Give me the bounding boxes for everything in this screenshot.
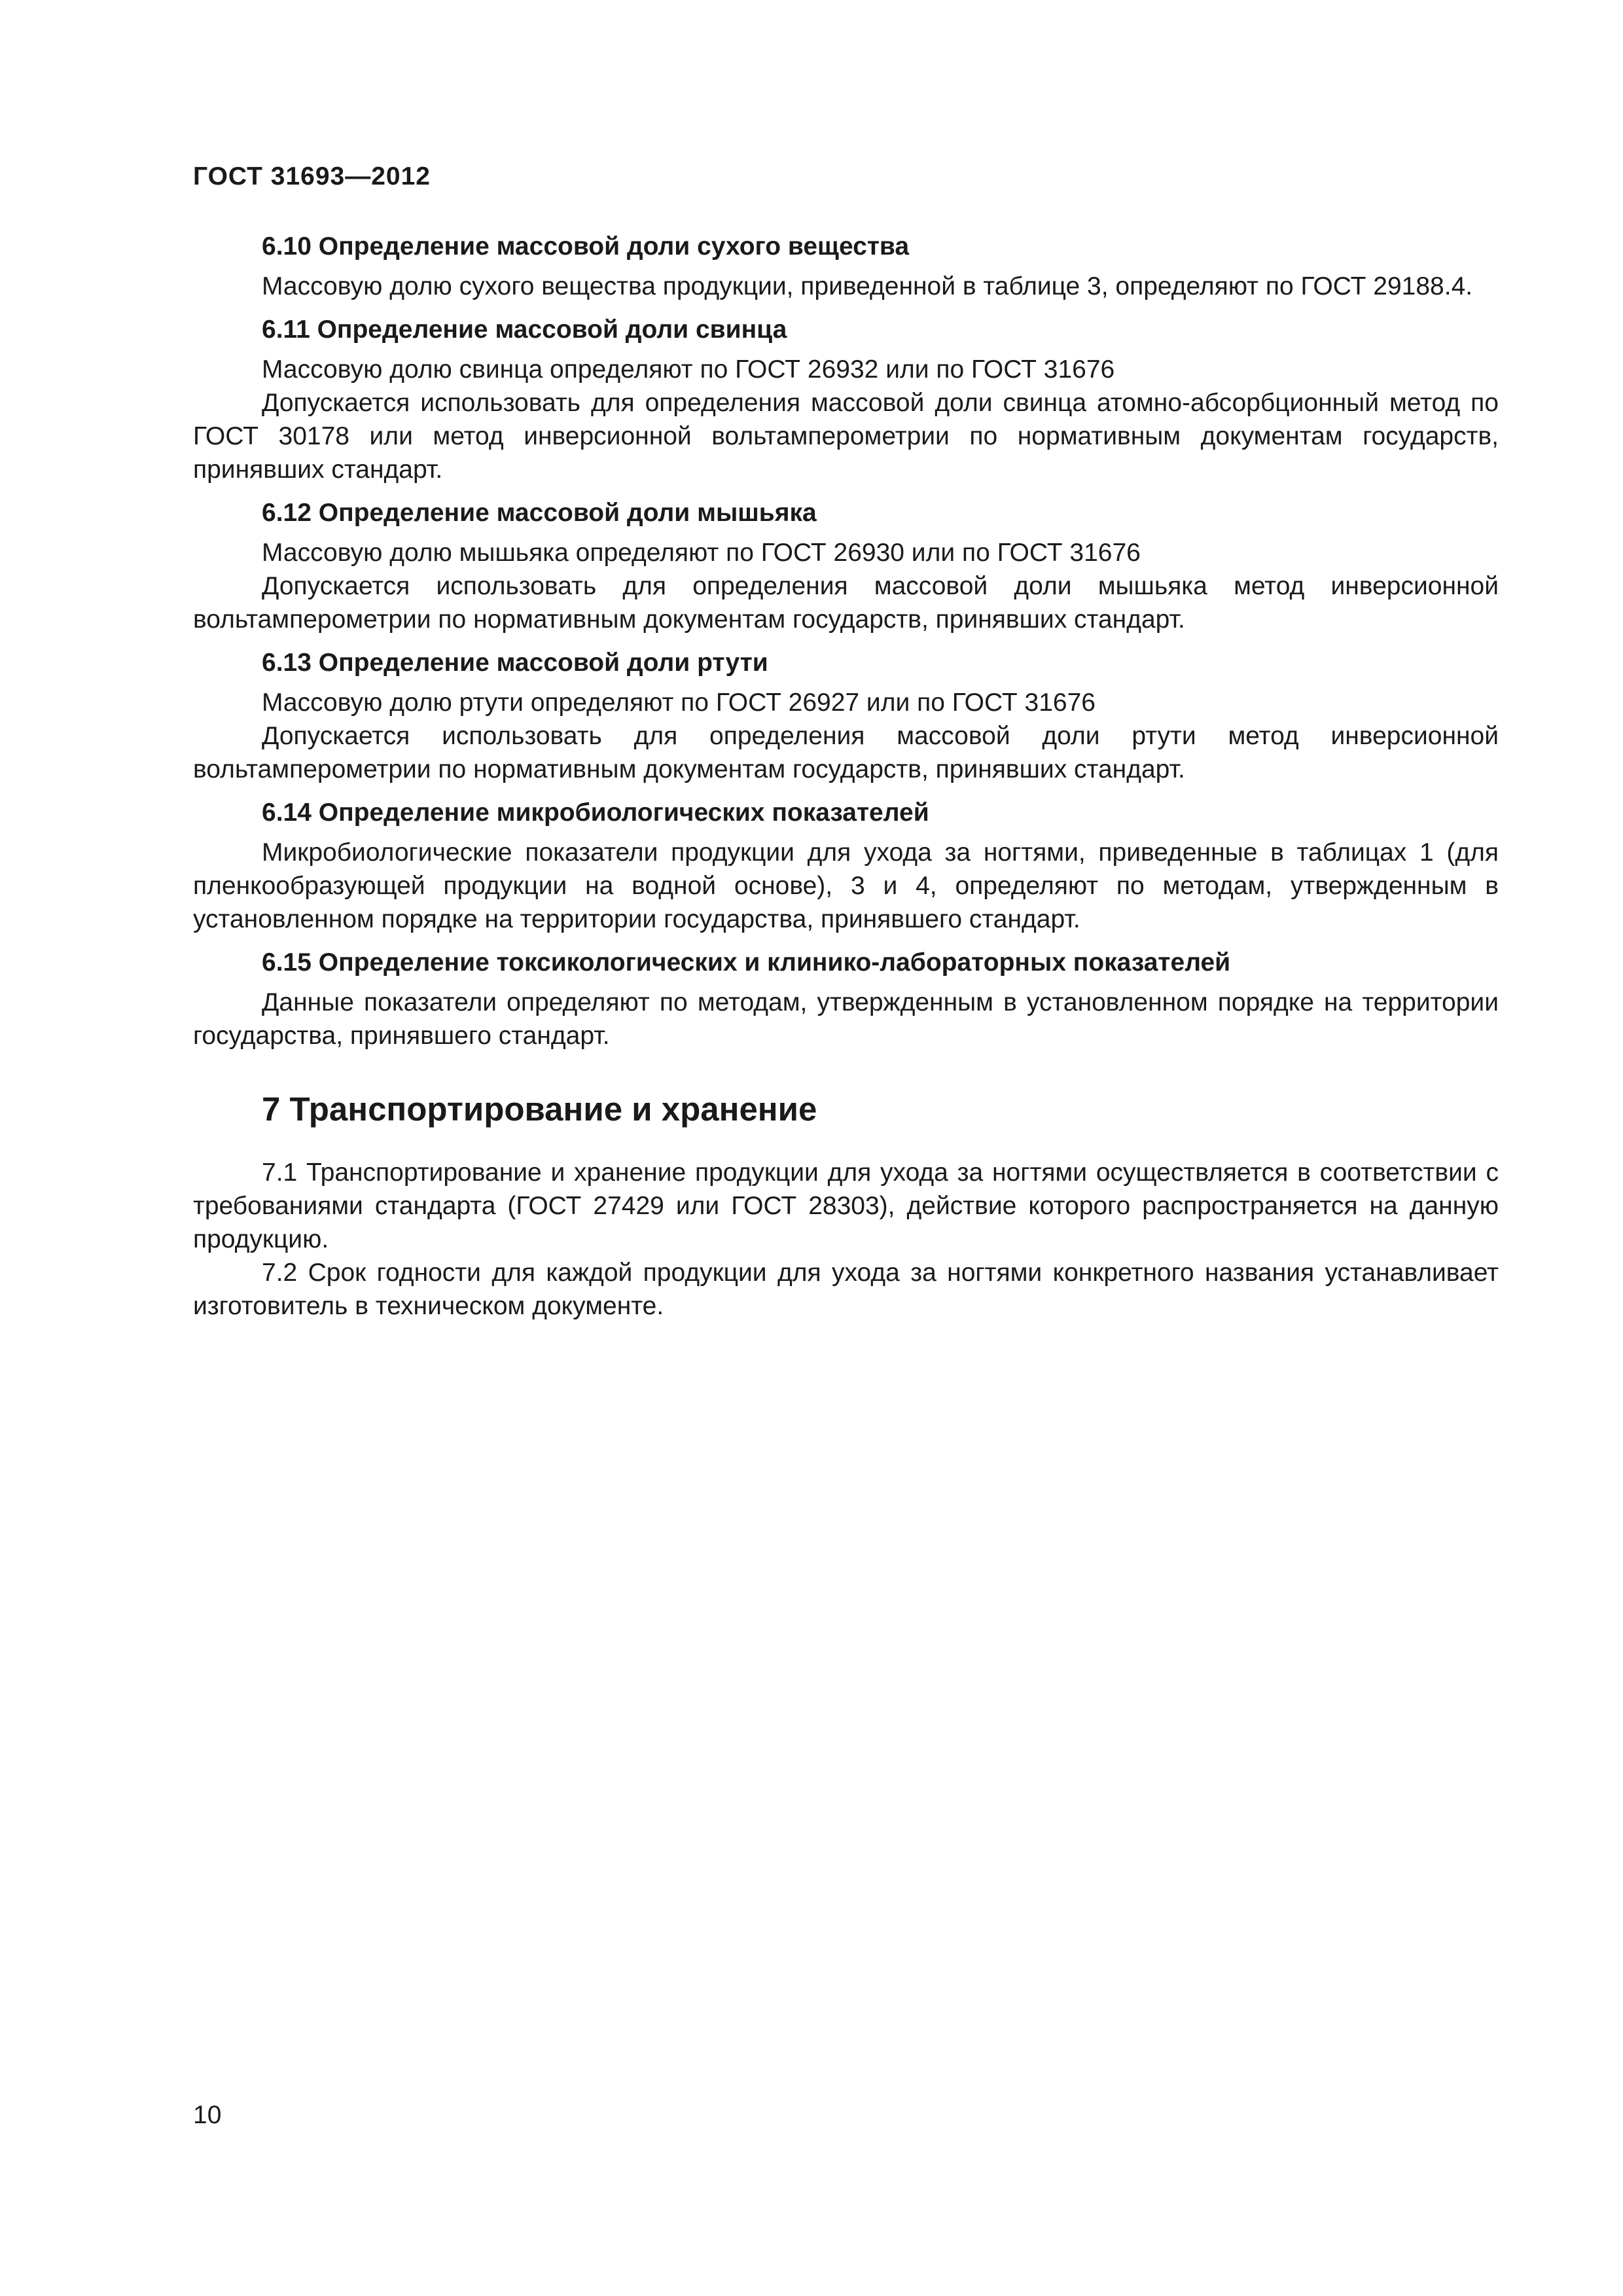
section-6-11 [193, 312, 1499, 486]
chapter-title: 7 Транспортирование и хранение [262, 1090, 817, 1128]
section-title: 6.15 Определение токсикологических и клинико-лабораторных показателей [262, 948, 1231, 977]
section-6-12 [193, 495, 1499, 636]
section-title: 6.10 Определение массовой доли сухого вещества [262, 232, 910, 260]
paragraph: Массовую долю мышьяка определяют по ГОСТ 26930 или по ГОСТ 31676 [262, 539, 1141, 567]
section-title: 6.13 Определение массовой доли ртути [262, 649, 768, 677]
paragraph: Массовую долю свинца определяют по ГОСТ 26932 или по ГОСТ 31676 [262, 355, 1115, 384]
section-6-15 [193, 945, 1499, 1052]
paragraph: Допускается использовать для определения массовой доли мышьяка метод инверсионной вольтамперометрии по нормативным документам государств, принявших стандарт. [193, 572, 1499, 634]
paragraph: Допускается использовать для определения массовой доли ртути метод инверсионной вольтамперометрии по нормативным документам государств, принявших стандарт. [193, 722, 1499, 783]
page-number: 10 [193, 2101, 222, 2129]
paragraph: Массовую долю сухого вещества продукции, приведенной в таблице 3, определяют по ГОСТ 29188.4. [262, 272, 1473, 300]
section-6-14 [193, 795, 1499, 936]
paragraph: Данные показатели определяют по методам, утвержденным в установленном порядке на территории государства, принявшего стандарт. [193, 988, 1499, 1050]
section-title: 6.12 Определение массовой доли мышьяка [262, 499, 817, 527]
section-6-10 [193, 229, 1499, 303]
paragraph: Микробиологические показатели продукции для ухода за ногтями, приведенные в таблицах 1 (для пленкообразующей продукции на водной основе), 3 и 4, определяют по методам, утвержденным в установленном порядке на территории государства, принявшего стандарт. [193, 838, 1499, 933]
section-title: 6.11 Определение массовой доли свинца [262, 315, 787, 344]
paragraph: 7.1 Транспортирование и хранение продукции для ухода за ногтями осуществляется в соответствии с требованиями стандарта (ГОСТ 27429 или ГОСТ 28303), действие которого распространяется на данную продукцию. [193, 1158, 1499, 1253]
paragraph: Допускается использовать для определения массовой доли свинца атомно-абсорбционный метод по ГОСТ 30178 или метод инверсионной вольтамперометрии по нормативным документам государств, принявших стандарт. [193, 389, 1499, 484]
document-body [193, 229, 1499, 1323]
section-6-13 [193, 645, 1499, 786]
page-header: ГОСТ 31693—2012 [193, 162, 431, 190]
section-title: 6.14 Определение микробиологических показателей [262, 798, 929, 827]
paragraph: 7.2 Срок годности для каждой продукции для ухода за ногтями конкретного названия устанавливает изготовитель в техническом документе. [193, 1259, 1499, 1320]
paragraph: Массовую долю ртути определяют по ГОСТ 26927 или по ГОСТ 31676 [262, 689, 1096, 717]
